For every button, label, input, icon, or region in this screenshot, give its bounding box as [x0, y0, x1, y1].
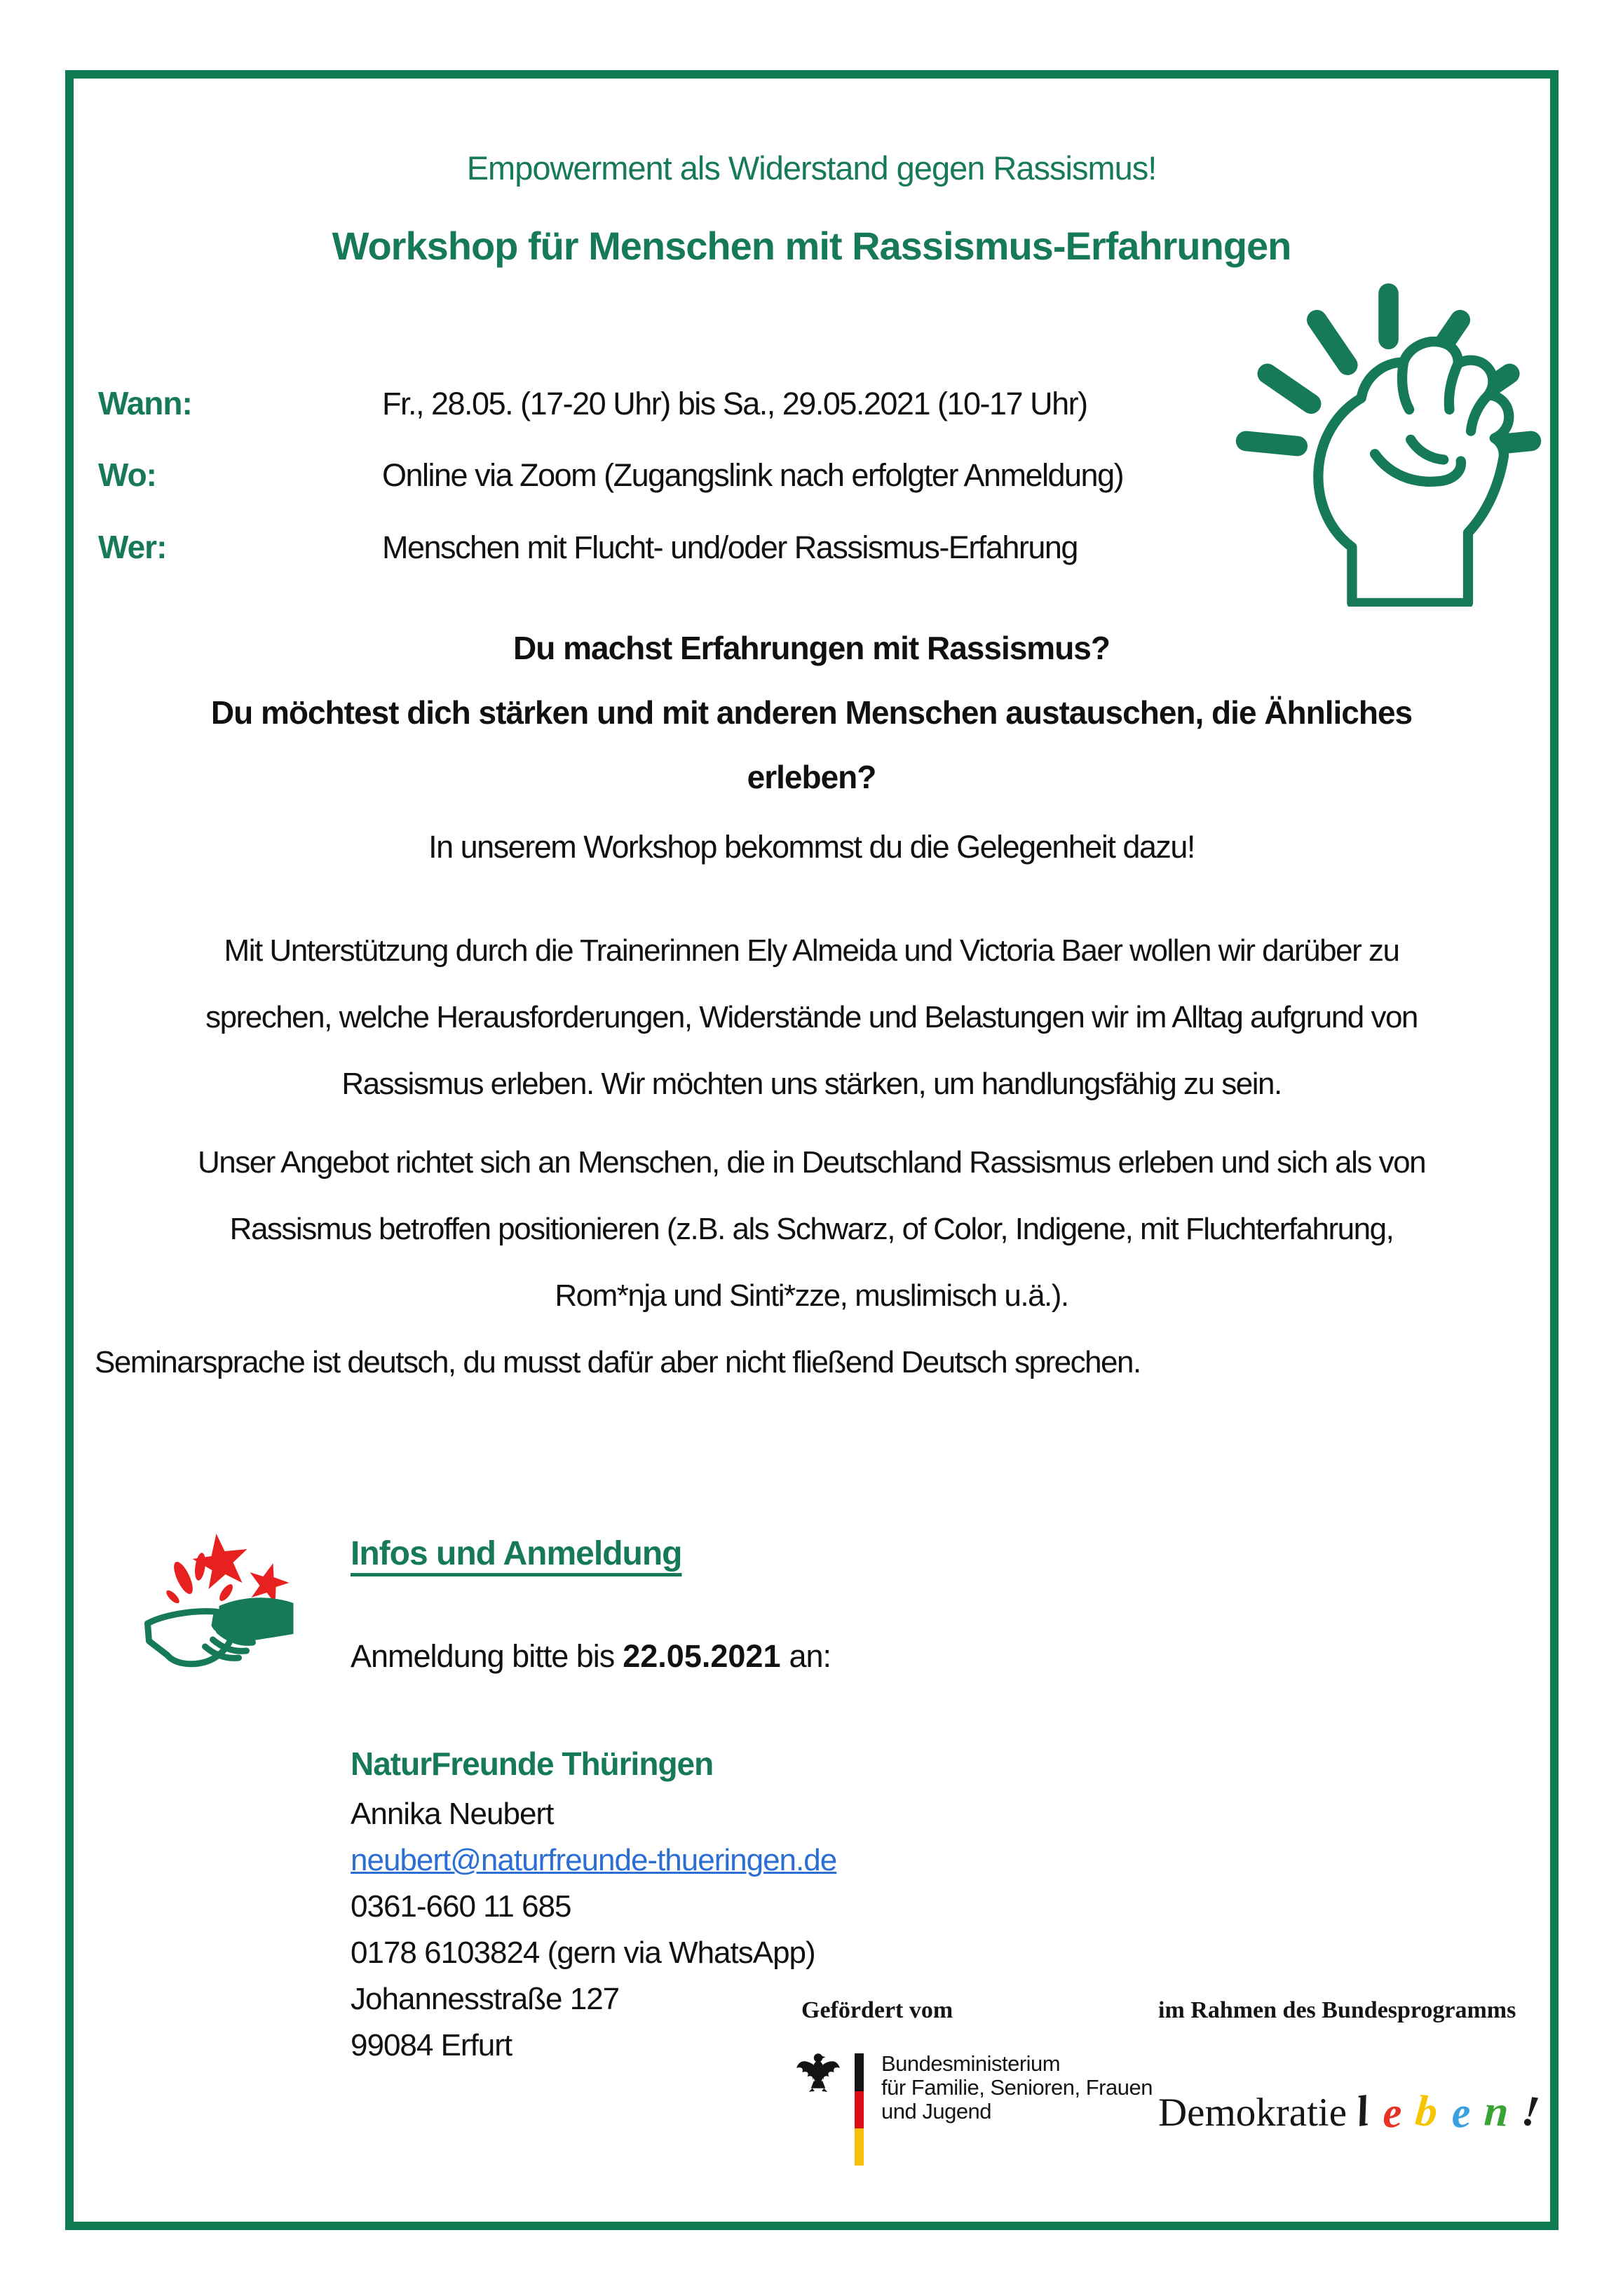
contact-person: Annika Neubert	[351, 1797, 554, 1831]
question-line-1: Du machst Erfahrungen mit Rassismus?	[513, 630, 1110, 666]
wo-value: Online via Zoom (Zugangslink nach erfolgter Anmeldung)	[382, 457, 1124, 493]
question-line-3: erleben?	[747, 759, 876, 795]
paragraph-trainerinnen	[84, 917, 1539, 1117]
deadline-suffix: an:	[789, 1638, 831, 1674]
contact-city: 99084 Erfurt	[351, 2028, 512, 2062]
leben-letter: l	[1353, 2086, 1374, 2137]
para1-line1: Mit Unterstützung durch die Trainerinnen Ely Almeida und Victoria Baer wollen wir darüber zu	[224, 933, 1399, 968]
contact-phone-landline: 0361-660 11 685	[351, 1889, 571, 1924]
para2-line3: Rom*nja und Sinti*zze, muslimisch u.ä.).	[555, 1278, 1068, 1313]
wann-value: Fr., 28.05. (17-20 Uhr) bis Sa., 29.05.2021 (10-17 Uhr)	[382, 386, 1087, 421]
demokratie-word: Demokratie	[1158, 2091, 1357, 2135]
deadline-prefix: Anmeldung bitte bis	[351, 1638, 615, 1674]
deadline-date: 22.05.2021	[623, 1638, 781, 1674]
leben-letter: e	[1381, 2088, 1404, 2138]
leben-letter: !	[1519, 2086, 1543, 2137]
paragraph-zielgruppe	[84, 1129, 1539, 1329]
german-flag-stripe	[855, 2053, 864, 2166]
flag-black-segment	[855, 2053, 864, 2091]
deadline-line	[351, 1638, 831, 1675]
ministry-logo-text	[881, 2052, 1153, 2123]
contact-organisation: NaturFreunde Thüringen	[351, 1745, 714, 1782]
leben-letter: n	[1482, 2087, 1511, 2136]
question-line-2: Du möchtest dich stärken und mit anderen Menschen austauschen, die Ähnliches	[210, 694, 1413, 731]
raised-fist-icon	[1228, 281, 1547, 610]
contact-phone-mobile: 0178 6103824 (gern via WhatsApp)	[351, 1936, 815, 1970]
leben-letter: e	[1449, 2088, 1474, 2138]
contact-street: Johannesstraße 127	[351, 1982, 620, 2016]
question-block	[0, 616, 1623, 809]
intro-line: In unserem Workshop bekommst du die Gelegenheit dazu!	[428, 829, 1195, 865]
flag-gold-segment	[855, 2128, 864, 2166]
wann-label: Wann:	[98, 385, 192, 421]
ministry-line-2: für Familie, Senioren, Frauen	[881, 2075, 1153, 2100]
para1-line3: Rassismus erleben. Wir möchten uns stärken, um handlungsfähig zu sein.	[341, 1067, 1282, 1101]
wer-label: Wer:	[98, 529, 167, 565]
para1-line2: sprechen, welche Herausforderungen, Widerstände und Belastungen wir im Alltag aufgrund von	[205, 1000, 1418, 1034]
para2-line1: Unser Angebot richtet sich an Menschen, die in Deutschland Rassismus erleben und sich als von	[197, 1145, 1426, 1180]
flag-red-segment	[855, 2091, 864, 2128]
flyer-title: Workshop für Menschen mit Rassismus-Erfahrungen	[332, 224, 1291, 268]
funded-by-label: Gefördert vom	[801, 1997, 953, 2023]
flyer-subtitle: Empowerment als Widerstand gegen Rassismus!	[466, 149, 1157, 187]
leben-letter: b	[1413, 2086, 1441, 2137]
naturfreunde-logo	[139, 1527, 297, 1692]
leben-colored-letters	[1353, 2086, 1543, 2138]
ministry-line-1: Bundesministerium	[881, 2051, 1061, 2076]
wo-label: Wo:	[98, 457, 157, 493]
infos-anmeldung-heading: Infos und Anmeldung	[351, 1535, 682, 1572]
para2-line2: Rassismus betroffen positionieren (z.B. als Schwarz, of Color, Indigene, mit Fluchterfahrung,	[229, 1212, 1394, 1246]
demokratie-leben-logo	[1158, 2086, 1543, 2138]
language-note: Seminarsprache ist deutsch, du musst dafür aber nicht fließend Deutsch sprechen.	[95, 1345, 1141, 1379]
program-context-label: im Rahmen des Bundesprogramms	[1158, 1997, 1516, 2023]
contact-block	[351, 1741, 836, 2069]
ministry-line-3: und Jugend	[881, 2099, 992, 2123]
wer-value: Menschen mit Flucht- und/oder Rassismus-Erfahrung	[382, 529, 1078, 565]
contact-email-link[interactable]: neubert@naturfreunde-thueringen.de	[351, 1843, 837, 1877]
bundesadler-icon	[795, 2048, 841, 2099]
